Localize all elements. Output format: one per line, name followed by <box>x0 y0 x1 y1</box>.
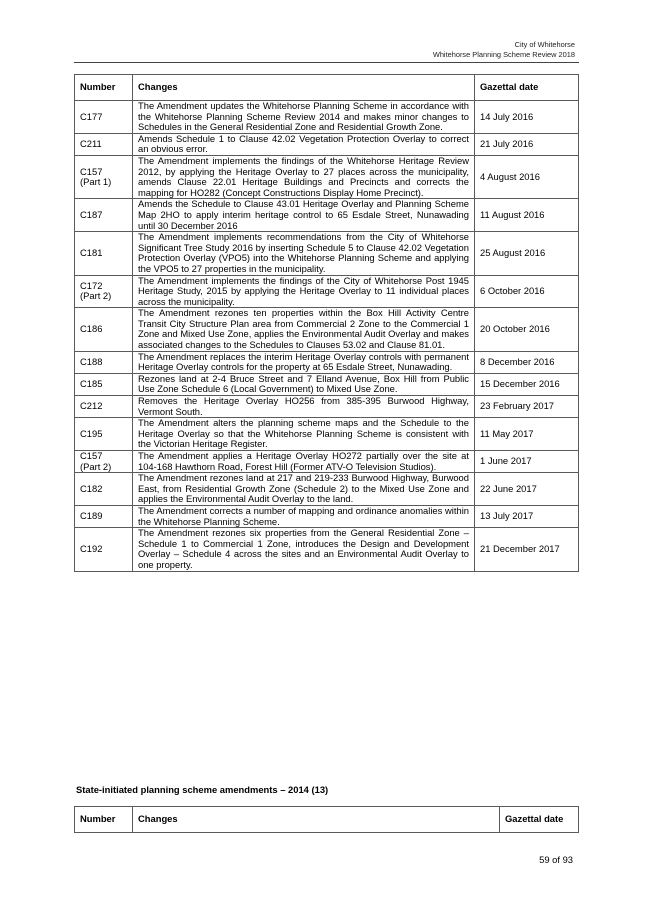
document-header <box>433 40 575 60</box>
amendment-changes: The Amendment rezones six properties from the General Residential Zone – Schedule 1 to Commercial 1 Zone, introduces the Design and Development Overlay – Schedule 4 across the sites and an Environmental Audit Overlay to one property. <box>133 528 475 571</box>
amendment-changes: The Amendment replaces the interim Heritage Overlay controls with permanent Heritage Overlay controls for the property at 65 Esdale Street, Nunawading. <box>133 351 475 373</box>
amendment-number <box>75 232 133 275</box>
amendment-number-line: C182 <box>80 482 103 494</box>
col-header-gazettal-date: Gazettal date <box>500 807 579 833</box>
amendment-number-line: C211 <box>80 138 102 150</box>
amendment-changes: The Amendment implements recommendations from the City of Whitehorse Significant Tree Study 2016 by inserting Schedule 5 to Clause 42.02 Vegetation Protection Overlay (VPO5) into the Whitehorse Planning Scheme and applying the VPO5 to 27 properties in the municipality. <box>133 232 475 275</box>
gazettal-date: 14 July 2016 <box>475 101 579 134</box>
amendment-number <box>75 418 133 451</box>
amendment-number-line: (Part 2) <box>80 290 112 302</box>
table-row <box>75 373 579 395</box>
gazettal-date: 15 December 2016 <box>475 373 579 395</box>
amendment-number-line: C212 <box>80 400 103 412</box>
gazettal-date: 6 October 2016 <box>475 275 579 308</box>
amendment-changes: Amends the Schedule to Clause 43.01 Heritage Overlay and Planning Scheme Map 2HO to apply interim heritage control to 65 Esdale Street, Nunawading until 30 December 2016 <box>133 199 475 232</box>
amendment-number-line: C157 <box>80 450 103 461</box>
table-row <box>75 505 579 527</box>
page-number: 59 of 93 <box>539 854 573 865</box>
amendment-number-line: C186 <box>80 323 103 335</box>
table-row <box>75 473 579 506</box>
amendment-number <box>75 505 133 527</box>
gazettal-date: 4 August 2016 <box>475 155 579 198</box>
amendment-number <box>75 396 133 418</box>
amendment-changes: The Amendment updates the Whitehorse Planning Scheme in accordance with the Whitehorse Planning Scheme Review 2014 and makes minor changes to Schedules in the General Residential Zone and Residential Growth Zone. <box>133 101 475 134</box>
gazettal-date: 11 August 2016 <box>475 199 579 232</box>
amendment-changes: The Amendment rezones ten properties within the Box Hill Activity Centre Transit City Structure Plan area from Commercial 2 Zone to the Commercial 1 Zone and Mixed Use Zone, applies the Environmental Audit Overlay and makes associated changes to the Schedules to Clauses 53.02 and Clause 81.01. <box>133 308 475 351</box>
amendment-changes: The Amendment implements the findings of the Whitehorse Heritage Review 2012, by applying the Heritage Overlay to 27 places across the municipality, amends Clause 22.01 Heritage Buildings and Precincts and corrects the mapping for HO282 (Concept Constructions Display Home Precinct). <box>133 155 475 198</box>
col-header-changes: Changes <box>133 807 500 833</box>
table-row <box>75 418 579 451</box>
table-row <box>75 396 579 418</box>
amendment-number <box>75 199 133 232</box>
table-header-row <box>75 75 579 101</box>
amendment-changes: The Amendment alters the planning scheme maps and the Schedule to the Heritage Overlay so that the Whitehorse Planning Scheme is consistent with the Victorian Heritage Register. <box>133 418 475 451</box>
amendment-number-line: C157 <box>80 165 103 177</box>
header-document-title: Whitehorse Planning Scheme Review 2018 <box>432 50 575 59</box>
gazettal-date: 11 May 2017 <box>475 418 579 451</box>
amendment-number <box>75 133 133 155</box>
amendment-number-line: C188 <box>80 355 103 367</box>
gazettal-date: 1 June 2017 <box>475 451 579 473</box>
section-heading: State-initiated planning scheme amendments – 2014 (13) <box>76 784 329 795</box>
amendment-number-line: C185 <box>80 378 103 390</box>
amendment-number <box>75 473 133 506</box>
amendment-number <box>75 373 133 395</box>
amendment-number-line: C172 <box>80 279 103 291</box>
amendment-number <box>75 351 133 373</box>
amendments-table <box>74 74 579 572</box>
amendment-number-line: C195 <box>80 427 103 439</box>
table-row <box>75 308 579 351</box>
amendment-number-line: C189 <box>80 510 103 522</box>
table-header-row <box>75 807 579 833</box>
gazettal-date: 13 July 2017 <box>475 505 579 527</box>
amendment-number-line: C187 <box>80 208 103 220</box>
header-organisation: City of Whitehorse <box>514 40 575 49</box>
amendment-number <box>75 451 133 473</box>
table-row <box>75 451 579 473</box>
amendment-number <box>75 308 133 351</box>
amendment-changes: Rezones land at 2-4 Bruce Street and 7 Elland Avenue, Box Hill from Public Use Zone Schedule 6 (Local Government) to Mixed Use Zone. <box>133 373 475 395</box>
col-header-number: Number <box>75 807 133 833</box>
amendment-changes: Amends Schedule 1 to Clause 42.02 Vegetation Protection Overlay to correct an obvious error. <box>133 133 475 155</box>
table-row <box>75 199 579 232</box>
gazettal-date: 25 August 2016 <box>475 232 579 275</box>
gazettal-date: 8 December 2016 <box>475 351 579 373</box>
amendment-number-line: C181 <box>80 247 103 259</box>
gazettal-date: 22 June 2017 <box>475 473 579 506</box>
gazettal-date: 21 July 2016 <box>475 133 579 155</box>
table-row <box>75 528 579 571</box>
col-header-gazettal-date: Gazettal date <box>475 75 579 101</box>
col-header-changes: Changes <box>133 75 475 101</box>
table-row <box>75 155 579 198</box>
amendment-number <box>75 528 133 571</box>
gazettal-date: 21 December 2017 <box>475 528 579 571</box>
table-row <box>75 101 579 134</box>
amendment-number-line: C192 <box>80 543 103 555</box>
amendment-changes: The Amendment applies a Heritage Overlay HO272 partially over the site at 104-168 Hawthorn Road, Forest Hill (Former ATV-O Television Studios). <box>133 451 475 473</box>
amendment-changes: The Amendment rezones land at 217 and 219-233 Burwood Highway, Burwood East, from Residential Growth Zone (Schedule 2) to the Mixed Use Zone and applies the Environmental Audit Overlay to the land. <box>133 473 475 506</box>
amendment-changes: The Amendment corrects a number of mapping and ordinance anomalies within the Whitehorse Planning Scheme. <box>133 505 475 527</box>
state-amendments-table <box>74 806 579 833</box>
amendment-changes: Removes the Heritage Overlay HO256 from 385-395 Burwood Highway, Vermont South. <box>133 396 475 418</box>
amendment-number-line: (Part 2) <box>80 460 112 472</box>
amendment-number <box>75 155 133 198</box>
amendment-number <box>75 275 133 308</box>
amendment-changes: The Amendment implements the findings of the City of Whitehorse Post 1945 Heritage Study, 2015 by applying the Heritage Overlay to 11 individual places across the municipality. <box>133 275 475 308</box>
table-row <box>75 232 579 275</box>
gazettal-date: 23 February 2017 <box>475 396 579 418</box>
table-row <box>75 133 579 155</box>
amendment-number <box>75 101 133 134</box>
header-rule <box>74 62 579 63</box>
amendment-number-line: C177 <box>80 110 103 122</box>
col-header-number: Number <box>75 75 133 101</box>
amendment-number-line: (Part 1) <box>80 176 112 188</box>
table-row <box>75 351 579 373</box>
table-row <box>75 275 579 308</box>
gazettal-date: 20 October 2016 <box>475 308 579 351</box>
